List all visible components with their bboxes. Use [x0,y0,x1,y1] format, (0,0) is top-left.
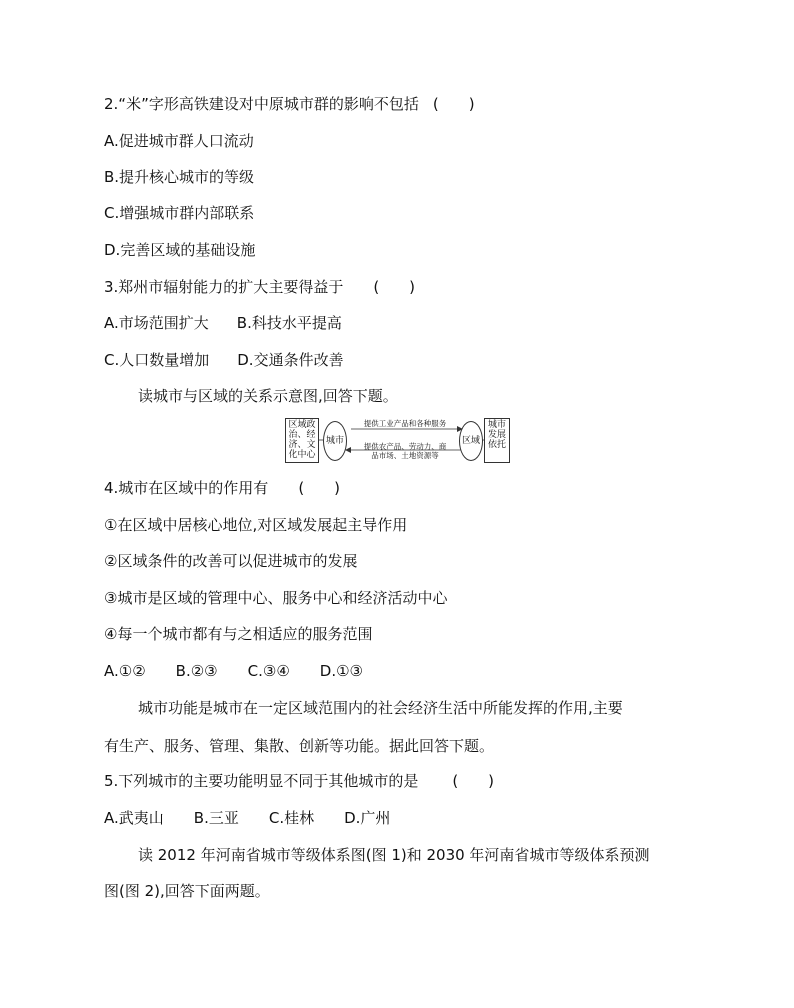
q5-option-b: B.三亚 [193,809,239,827]
q5-options-row [104,808,390,828]
bottom-arrow-label-2: 品市场、土地资源等 [371,451,439,460]
diagram-intro: 读城市与区域的关系示意图,回答下题。 [138,387,398,405]
q2-option-c: C.增强城市群内部联系 [104,204,255,222]
q5-stem-text: 5.下列城市的主要功能明显不同于其他城市的是 [104,772,419,790]
q5-option-c: C.桂林 [268,809,315,827]
q4-option-d: D.①③ [319,662,363,680]
q4-item-4: ④每一个城市都有与之相适应的服务范围 [104,625,373,643]
q2-answer-blank: ( ) [432,95,475,113]
q2-option-d: D.完善区域的基础设施 [104,241,256,259]
q5-stem [104,771,494,791]
q4-options-row [104,661,363,681]
top-arrow-label: 提供工业产品和各种服务 [363,419,447,428]
q4-option-a: A.①② [104,662,146,680]
function-intro-line-1: 城市功能是城市在一定区域范围内的社会经济生活中所能发挥的作用,主要 [138,699,623,717]
q4-item-2: ②区域条件的改善可以促进城市的发展 [104,552,358,570]
q4-item-3: ③城市是区域的管理中心、服务中心和经济活动中心 [104,589,448,607]
bottom-arrow-label-1: 提供农产品、劳动力、商 [363,442,447,451]
city-development-box: 城市发展依托 [484,418,510,463]
city-oval: 城市 [323,421,347,461]
q4-option-b: B.②③ [175,662,218,680]
q3-option-b: B.科技水平提高 [236,314,342,332]
q4-option-c: C.③④ [247,662,290,680]
q4-stem [104,478,340,498]
q3-stem-text: 3.郑州市辐射能力的扩大主要得益于 [104,278,344,296]
city-region-diagram [285,416,511,464]
q4-stem-text: 4.城市在区域中的作用有 [104,479,269,497]
q4-answer-blank: ( ) [298,479,341,497]
q3-option-c: C.人口数量增加 [104,351,210,369]
q5-option-d: D.广州 [344,809,391,827]
q5-answer-blank: ( ) [452,772,495,790]
q3-answer-blank: ( ) [373,278,416,296]
q5-option-a: A.武夷山 [104,809,164,827]
henan-intro-line-2: 图(图 2),回答下面两题。 [104,882,270,900]
q2-option-a: A.促进城市群人口流动 [104,132,254,150]
region-center-box: 区域政治、经济、文化中心 [285,418,319,463]
function-intro-line-2: 有生产、服务、管理、集散、创新等功能。据此回答下题。 [104,737,495,755]
q2-stem [104,94,475,114]
q3-options-row-2 [104,350,344,370]
q3-stem [104,277,415,297]
q2-stem-text: 2.“米”字形高铁建设对中原城市群的影响不包括 [104,95,419,113]
q3-option-d: D.交通条件改善 [237,351,344,369]
q2-option-b: B.提升核心城市的等级 [104,168,255,186]
henan-intro-line-1: 读 2012 年河南省城市等级体系图(图 1)和 2030 年河南省城市等级体系预测 [138,846,650,864]
q4-item-1: ①在区域中居核心地位,对区域发展起主导作用 [104,516,408,534]
q3-option-a: A.市场范围扩大 [104,314,209,332]
q3-options-row-1 [104,313,342,333]
region-oval: 区域 [459,421,483,461]
